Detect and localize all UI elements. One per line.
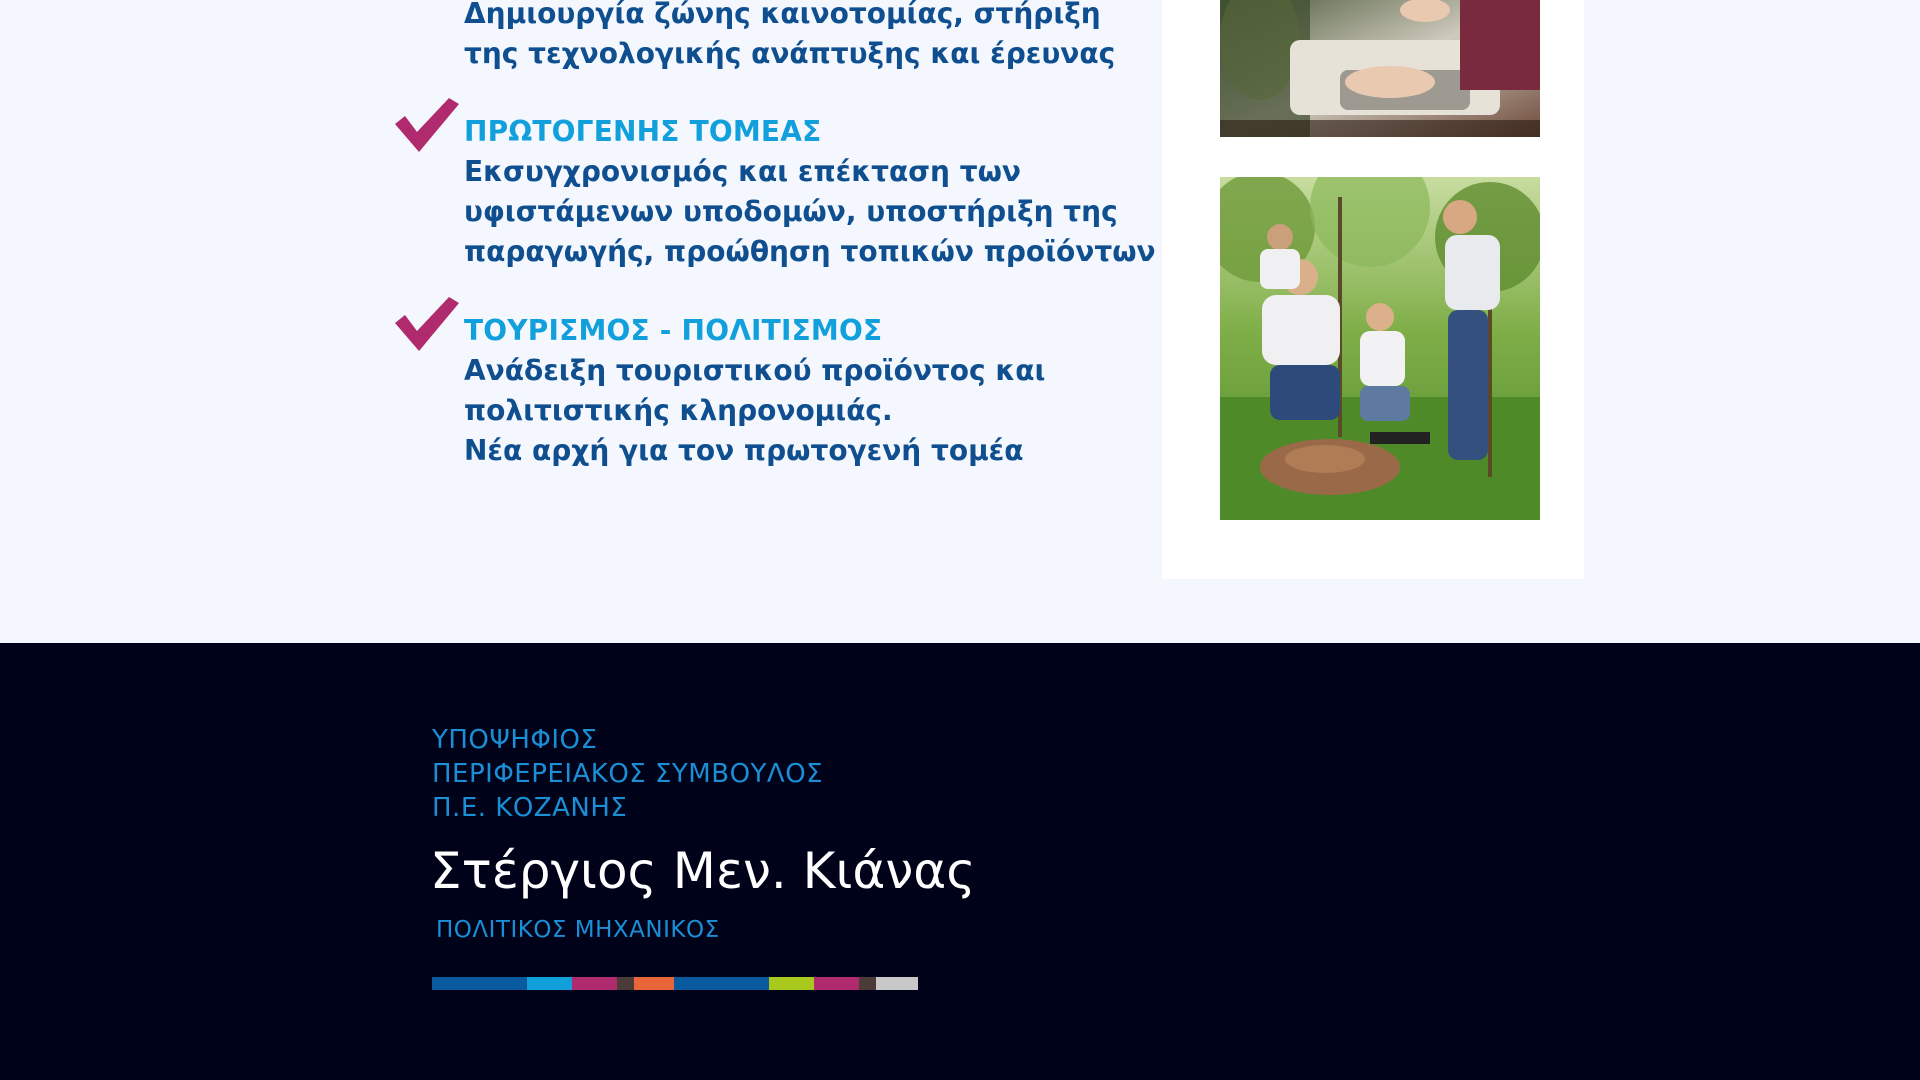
- color-bar-segment: [634, 977, 674, 990]
- feature-line: Νέα αρχή για τον πρωτογενή τομέα: [464, 434, 1024, 467]
- role-line: ΥΠΟΨΗΦΙΟΣ: [432, 725, 598, 755]
- checkmark-icon: [395, 297, 459, 353]
- color-bar-segment: [876, 977, 918, 990]
- feature-line: της τεχνολογικής ανάπτυξης και έρευνας: [464, 37, 1116, 70]
- candidate-role: [432, 723, 823, 825]
- color-bar-segment: [859, 977, 876, 990]
- office-photo: [1220, 0, 1540, 137]
- color-bar-segment: [432, 977, 527, 990]
- feature-line: παραγωγής, προώθηση τοπικών προϊόντων: [464, 235, 1156, 268]
- color-bar-segment: [769, 977, 814, 990]
- role-line: Π.Ε. ΚΟΖΑΝΗΣ: [432, 793, 628, 823]
- feature-line: Εκσυγχρονισμός και επέκταση των: [464, 155, 1021, 188]
- color-bar-segment: [527, 977, 572, 990]
- feature-text: [464, 112, 1156, 272]
- footer: [0, 643, 1920, 1080]
- feature-title: ΤΟΥΡΙΣΜΟΣ - ΠΟΛΙΤΙΣΜΟΣ: [464, 314, 883, 347]
- volunteers-planting-photo: [1220, 177, 1540, 520]
- feature-line: πολιτιστικής κληρονομιάς.: [464, 394, 893, 427]
- color-bar-segment: [674, 977, 769, 990]
- feature-line: υφιστάμενων υποδομών, υποστήριξη της: [464, 195, 1118, 228]
- feature-text: [464, 311, 1045, 471]
- feature-title: ΠΡΩΤΟΓΕΝΗΣ ΤΟΜΕΑΣ: [464, 115, 822, 148]
- feature-text: [464, 0, 1115, 74]
- color-bar-segment: [572, 977, 617, 990]
- candidate-profession: ΠΟΛΙΤΙΚΟΣ ΜΗΧΑΝΙΚΟΣ: [436, 917, 720, 943]
- feature-line: Δημιουργία ζώνης καινοτομίας, στήριξη: [464, 0, 1101, 30]
- feature-line: Ανάδειξη τουριστικού προϊόντος και: [464, 354, 1046, 387]
- color-bar-segment: [617, 977, 634, 990]
- photo-panel: [1162, 0, 1584, 579]
- brand-color-bar: [432, 977, 918, 990]
- candidate-name: Στέργιος Μεν. Κιάνας: [430, 842, 976, 900]
- checkmark-icon: [395, 98, 459, 154]
- color-bar-segment: [814, 977, 859, 990]
- role-line: ΠΕΡΙΦΕΡΕΙΑΚΟΣ ΣΥΜΒΟΥΛΟΣ: [432, 759, 824, 789]
